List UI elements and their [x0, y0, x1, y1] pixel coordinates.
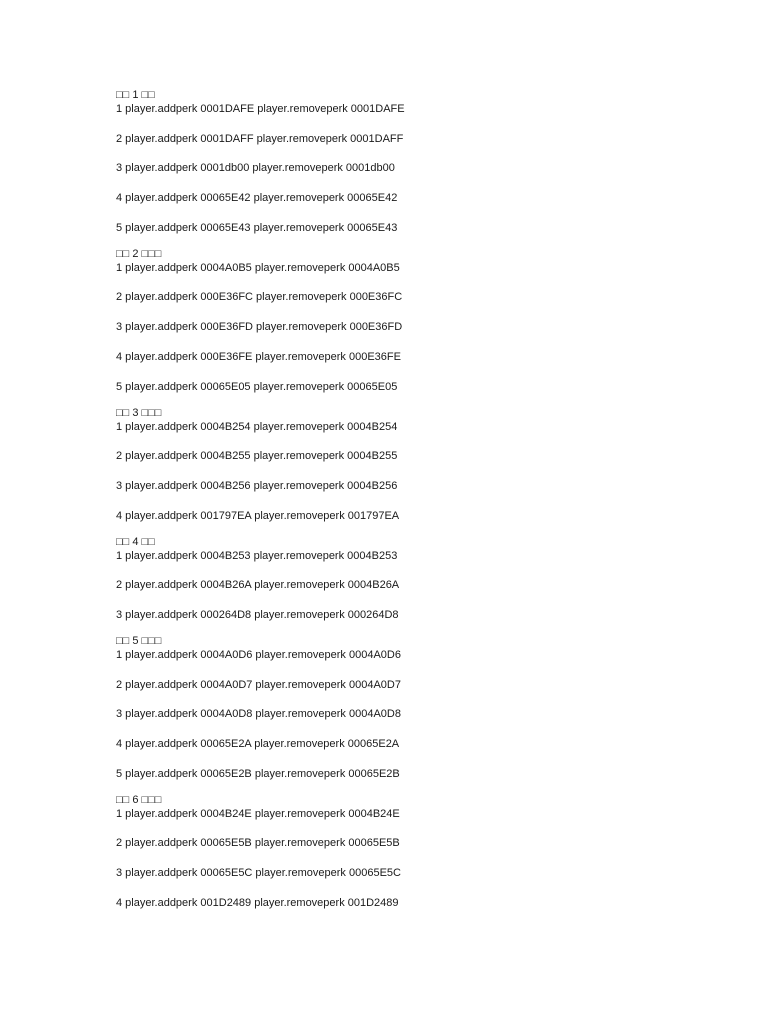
perk-command-line: 1 player.addperk 0004B24E player.removeperk 0004B24E	[116, 807, 400, 820]
perk-command-line: 2 player.addperk 0004A0D7 player.removeperk 0004A0D7	[116, 678, 401, 691]
section-heading: □□ 1 □□	[116, 89, 155, 101]
perk-section-3	[116, 406, 716, 523]
section-heading: □□ 4 □□	[116, 535, 155, 548]
perk-command-line: 4 player.addperk 001D2489 player.removeperk 001D2489	[116, 896, 399, 909]
perk-command-line: 3 player.addperk 000E36FD player.removeperk 000E36FD	[116, 321, 403, 334]
perk-command-line: 4 player.addperk 000E36FE player.removeperk 000E36FE	[116, 350, 401, 363]
perk-command-line: 2 player.addperk 00065E5B player.removeperk 00065E5B	[116, 837, 400, 850]
perk-command-line: 4 player.addperk 00065E42 player.removeperk 00065E42	[116, 192, 398, 205]
perk-section-2	[116, 247, 716, 394]
perk-command-line: 2 player.addperk 000E36FC player.removeperk 000E36FC	[116, 291, 403, 304]
perk-command-line: 5 player.addperk 00065E2B player.removeperk 00065E2B	[116, 767, 400, 780]
perk-section-4	[116, 535, 716, 622]
perk-command-line: 3 player.addperk 00065E5C player.removeperk 00065E5C	[116, 867, 401, 880]
perk-command-line: 2 player.addperk 0001DAFF player.removeperk 0001DAFF	[116, 132, 404, 145]
perk-command-line: 1 player.addperk 0004B253 player.removeperk 0004B253	[116, 549, 398, 562]
perk-command-line: 3 player.addperk 0004B256 player.removeperk 0004B256	[116, 479, 398, 492]
perk-command-line: 1 player.addperk 0004A0B5 player.removeperk 0004A0B5	[116, 261, 400, 274]
section-heading: □□ 6 □□□	[116, 793, 162, 806]
perk-command-line: 2 player.addperk 0004B255 player.removeperk 0004B255	[116, 450, 398, 463]
perk-section-5	[116, 634, 716, 781]
perk-section-1	[116, 88, 716, 235]
perk-command-line: 5 player.addperk 00065E05 player.removeperk 00065E05	[116, 380, 398, 393]
perk-command-line: 1 player.addperk 0004B254 player.removeperk 0004B254	[116, 420, 398, 433]
section-heading: □□ 5 □□□	[116, 634, 162, 647]
perk-command-line: 2 player.addperk 0004B26A player.removeperk 0004B26A	[116, 579, 400, 592]
perk-command-line: 1 player.addperk 0001DAFE player.removeperk 0001DAFE	[116, 103, 405, 115]
perk-command-line: 3 player.addperk 000264D8 player.removeperk 000264D8	[116, 608, 399, 621]
perk-command-line: 4 player.addperk 00065E2A player.removeperk 00065E2A	[116, 738, 400, 750]
section-heading: □□ 3 □□□	[116, 406, 162, 419]
perk-command-line: 3 player.addperk 0001db00 player.removeperk 0001db00	[116, 162, 395, 175]
perk-command-line: 4 player.addperk 001797EA player.removeperk 001797EA	[116, 509, 400, 522]
perk-command-line: 3 player.addperk 0004A0D8 player.removeperk 0004A0D8	[116, 708, 401, 721]
perk-command-line: 1 player.addperk 0004A0D6 player.removeperk 0004A0D6	[116, 648, 401, 661]
perk-section-6	[116, 793, 716, 910]
document-page	[116, 88, 716, 910]
perk-command-line: 5 player.addperk 00065E43 player.removeperk 00065E43	[116, 221, 398, 234]
section-heading: □□ 2 □□□	[116, 247, 162, 260]
